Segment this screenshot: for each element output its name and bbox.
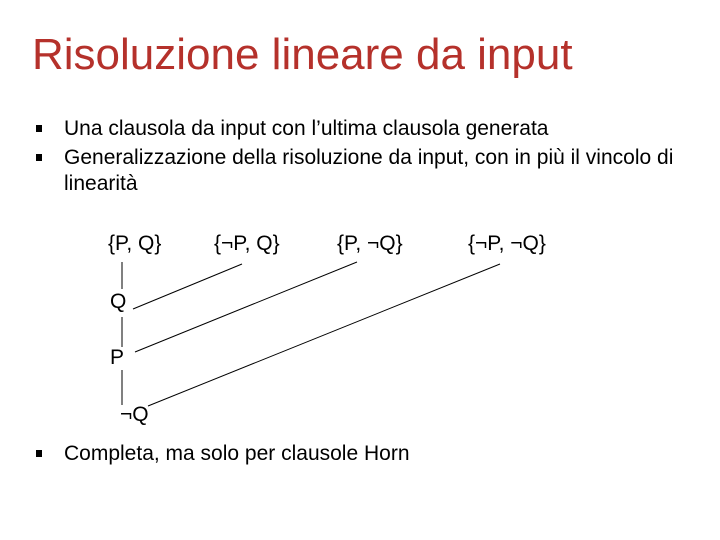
resolution-link [135,262,357,352]
input-clause: {P, ¬Q} [337,232,403,255]
input-clause: {¬P, Q} [214,232,280,255]
derived-clause: P [110,346,125,369]
input-clause: {P, Q} [108,232,162,255]
slide-title: Risoluzione lineare da input [32,30,573,79]
bullet-square-icon [36,450,42,457]
input-clause: {¬P, ¬Q} [468,232,546,255]
bullet-text: Generalizzazione della risoluzione da input, con in più il vincolo di linearità [64,146,674,195]
bullet-text: Completa, ma solo per clausole Horn [64,442,410,465]
derived-clause: Q [110,290,127,313]
resolution-link [133,264,242,309]
resolution-link [148,264,500,406]
bullet-text: Una clausola da input con l’ultima clausola generata [64,117,549,140]
derived-clause: ¬Q [120,403,149,426]
